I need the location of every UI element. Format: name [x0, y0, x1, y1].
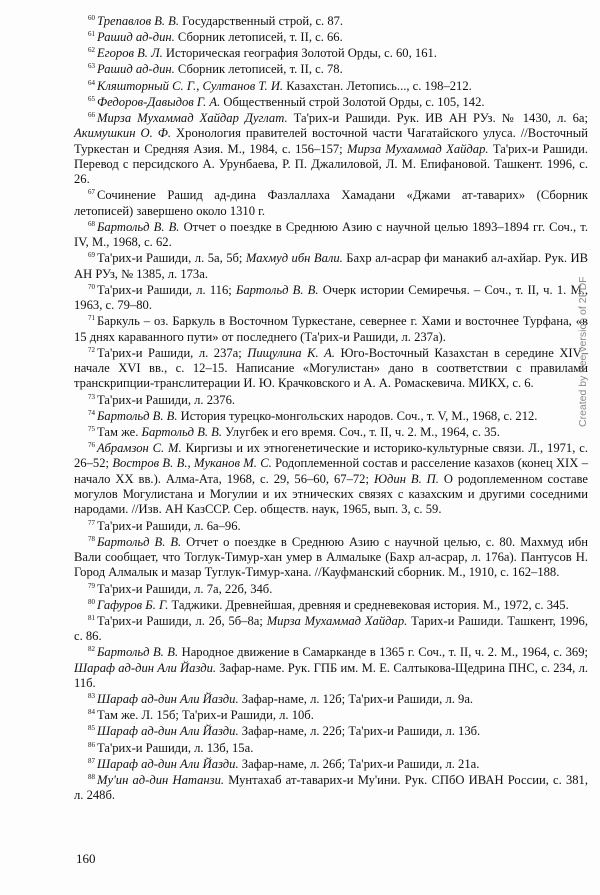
footnote-87 — [74, 757, 588, 772]
footnote-author: Мирза Мухаммад Хайдар Дуглат. — [97, 110, 288, 125]
footnote-text: Баркуль – оз. Баркуль в Восточном Туркестане, севернее г. Хами и восточнее Турфана, «в 15 днях караванного пути» от последнего (Та'рих-и Рашиди, л. 237а). — [74, 314, 588, 344]
footnote-author: Федоров-Давыдов Г. А. — [97, 94, 221, 109]
footnote-84 — [74, 708, 588, 723]
footnote-number: 81 — [88, 613, 95, 622]
footnote-author: Акимушкин О. Ф. — [74, 126, 172, 141]
footnote-73 — [74, 393, 588, 408]
watermark-text: Created by free version of 2PDF — [577, 276, 589, 428]
footnote-text: Народное движение в Самарканде в 1365 г. Соч., т. II, ч. 2. М., 1964, с. 369; — [178, 645, 588, 660]
footnote-71 — [74, 314, 588, 345]
footnote-number: 88 — [88, 772, 95, 781]
footnote-text: История турецко-монгольских народов. Соч., т. V, М., 1968, с. 212. — [177, 408, 538, 423]
footnote-69 — [74, 251, 588, 282]
footnote-65 — [74, 95, 588, 110]
footnote-text: Киргизы и их этногенетические и историко-культурные связи. Л., 1971, с. 26–52; — [74, 441, 588, 471]
footnote-author: Трепавлов В. В. — [97, 14, 180, 28]
footnote-text: Та'рих-и Рашиди, л. 5а, 5б; — [97, 251, 246, 266]
footnote-77 — [74, 519, 588, 534]
footnote-number: 64 — [88, 78, 95, 87]
footnote-author: Егоров В. Л. — [97, 46, 163, 61]
footnote-text: Та'рих-и Рашиди, л. 6а–96. — [97, 518, 241, 533]
footnote-author: Пищулина К. А. — [247, 345, 335, 360]
footnote-text: Зафар-наме, л. 22б; Та'рих-и Рашиди, л. 13б. — [238, 724, 481, 739]
footnote-text: Улугбек и его время. Соч., т. II, ч. 2. М., 1964, с. 35. — [222, 424, 500, 439]
footnote-author: Рашид ад-дин. — [97, 30, 175, 45]
footnote-text: Сборник летописей, т. II, с. 66. — [174, 30, 343, 45]
footnote-text: Тарих-и Рашиди. Ташкент, 1996, с. 86. — [74, 613, 589, 644]
footnote-number: 70 — [88, 282, 95, 291]
footnote-text: Та'рих-и Рашиди. Перевод с персидского А. Урунбаева, Р. П. Джалиловой, Л. М. Епифановой. Ташкент. 1996, с. 26. — [74, 141, 588, 187]
footnote-author: Шараф ад-дин Али Йазди. — [97, 724, 239, 739]
footnote-author: Мирза Мухаммад Хайдар. — [346, 141, 489, 156]
footnote-number: 84 — [88, 708, 95, 717]
footnote-text: Зафар-наме, л. 26б; Та'рих-и Рашиди, л. 21а. — [238, 756, 480, 771]
footnote-text: Та'рих-и Рашиди, л. 7а, 22б, 34б. — [97, 581, 273, 596]
footnotes-block — [74, 14, 588, 804]
footnote-number: 66 — [88, 110, 95, 119]
footnote-text: Та'рих-и Рашиди. Рук. ИВ АН РУз. № 1430, л. 6а; — [287, 110, 588, 125]
footnote-text: Та'рих-и Рашиди, л. 116; — [97, 282, 236, 297]
footnote-text: Казахстан. Летопись..., с. 198–212. — [283, 78, 472, 93]
footnote-number: 82 — [88, 645, 95, 654]
footnote-text: Та'рих-и Рашиди, л. 2376. — [97, 392, 236, 407]
footnote-author: Шараф ад-дин Али Йазди. — [74, 660, 217, 675]
footnote-61 — [74, 30, 588, 45]
footnote-author: Махмуд ибн Вали. — [245, 251, 343, 266]
footnote-text: Таджики. Древнейшая, древняя и средневековая история. М., 1972, с. 345. — [168, 597, 569, 612]
footnote-text: Историческая география Золотой Орды, с. 60, 161. — [162, 46, 437, 61]
footnote-number: 74 — [88, 408, 95, 417]
footnote-86 — [74, 741, 588, 756]
footnote-number: 60 — [88, 14, 95, 22]
footnote-78 — [74, 535, 588, 581]
footnote-number: 75 — [88, 424, 95, 433]
footnote-author: Бартольд В. В. — [97, 645, 179, 660]
footnote-text: Хронология правителей восточной части Чагатайского улуса. //Восточный Туркестан и Средняя Азия. М., 1984, с. 156–157; — [74, 126, 588, 156]
footnote-82 — [74, 645, 588, 691]
footnote-text: Та'рих-и Рашиди, л. 13б, 15а. — [97, 740, 254, 755]
footnote-number: 87 — [88, 756, 95, 765]
footnote-author: Бартольд В. В. — [97, 534, 182, 549]
footnote-64 — [74, 79, 588, 94]
footnote-number: 85 — [88, 724, 95, 733]
footnote-text: Бахр ал-асрар фи манакиб ал-ахйар. Рук. ИВ АН РУз, № 1385, л. 173а. — [74, 251, 588, 281]
footnote-number: 83 — [88, 692, 95, 701]
footnote-number: 63 — [88, 62, 95, 71]
footnote-80 — [74, 598, 588, 613]
footnote-author: Бартольд В. В. — [97, 408, 178, 423]
footnote-75 — [74, 425, 588, 440]
footnote-text: Очерк истории Семиречья. – Соч., т. II, ч. 1. М., 1963, с. 79–80. — [74, 282, 588, 313]
footnote-number: 76 — [88, 441, 95, 450]
footnote-number: 86 — [88, 740, 95, 749]
footnote-88 — [74, 773, 588, 804]
footnote-number: 62 — [88, 46, 95, 55]
footnote-72 — [74, 346, 588, 392]
footnote-number: 80 — [88, 597, 95, 606]
footnote-author: Юдин В. П. — [373, 471, 439, 486]
page-number: 160 — [76, 851, 96, 866]
footnote-83 — [74, 692, 588, 707]
footnote-author: Абрамзон С. М. — [97, 441, 182, 456]
footnote-author: Шараф ад-дин Али Йазди. — [97, 756, 239, 771]
footnote-85 — [74, 724, 588, 739]
footnote-67 — [74, 188, 588, 219]
footnote-text: Та'рих-и Рашиди, л. 2б, 5б–8а; — [97, 613, 267, 628]
footnote-author: Гафуров Б. Г. — [97, 597, 169, 612]
footnote-text: Та'рих-и Рашиди, л. 237а; — [97, 345, 248, 360]
footnote-66 — [74, 111, 588, 188]
footnote-number: 61 — [88, 30, 95, 39]
footnote-text: Сочинение Рашид ад-дина Фазлаллаха Хамадани «Джами ат-таварих» (Сборник летописей) завершено около 1310 г. — [74, 188, 588, 218]
footnote-number: 73 — [88, 392, 95, 401]
footnote-text: Там же. — [97, 424, 142, 439]
footnote-text: Юго-Восточный Казахстан в середине XIV– начале XVI вв., с. 12–15. Написание «Могулистан» дано в соответствии с правилами транскрипции-транслитерации И. Ю. Крачковского и А. А. Ромаскевича. МИКХ, с. 6. — [74, 345, 588, 391]
footnote-number: 79 — [88, 581, 95, 590]
footnote-number: 71 — [88, 314, 95, 323]
footnote-author: Кляшторный С. Г., Султанов Т. И. — [97, 78, 284, 93]
footnote-text: Государственный строй, с. 87. — [179, 14, 344, 28]
footnote-text: О родоплеменном составе могулов Могулистана и Могулии и их этнических связях с казахским и другими соседними народами. //Изв. АН КазССР. Сер. обществ. наук, 1965, вып. 3, с. 59. — [74, 471, 589, 517]
footnote-author: Востров В. В., Муканов М. С. — [112, 456, 272, 471]
footnote-author: Мирза Мухаммад Хайдар. — [266, 613, 408, 628]
footnote-text: Там же. Л. 15б; Та'рих-и Рашиди, л. 10б. — [97, 708, 314, 723]
footnote-number: 67 — [88, 188, 95, 197]
footnote-text: Мунтахаб ат-таварих-и Му'ини. Рук. СПбО ИВАН России, с. 381, л. 248б. — [74, 772, 588, 803]
footnote-author: Рашид ад-дин. — [97, 62, 175, 77]
footnote-number: 69 — [88, 251, 95, 260]
footnote-text: Зафар-наме. Рук. ГПБ им. М. Е. Салтыкова-Щедрина ПНС, с. 234, л. 11б. — [74, 660, 588, 690]
footnote-number: 78 — [88, 534, 95, 543]
footnote-60 — [74, 14, 588, 29]
footnote-text: Зафар-наме, л. 12б; Та'рих-и Рашиди, л. 9а. — [238, 692, 474, 707]
footnote-70 — [74, 283, 588, 314]
footnote-author: Бартольд В. В. — [97, 219, 180, 234]
footnote-number: 65 — [88, 94, 95, 103]
footnote-author: Бартольд В. В. — [141, 424, 223, 439]
footnote-text: Отчет о поездке в Среднюю Азию с научной целью, с. 80. Махмуд ибн Вали сообщает, что Тоглук-Тимур-хан умер в Алмалыке (Бахр ал-асрар, л. 176а). Пантусов Н. Город Алмалык и мазар Туглук-Тимур-хана. //Кауфманский сборник. М., 1910, с. 162–188. — [74, 534, 588, 580]
footnote-63 — [74, 62, 588, 77]
footnote-text: Сборник летописей, т. II, с. 78. — [174, 62, 343, 77]
footnote-81 — [74, 614, 588, 645]
footnote-number: 68 — [88, 219, 95, 228]
footnote-text: Общественный строй Золотой Орды, с. 105, 142. — [220, 94, 485, 109]
footnote-text: Отчет о поездке в Среднюю Азию с научной целью 1893–1894 гг. Соч., т. IV, М., 1968, с. 62. — [74, 219, 589, 250]
footnote-author: Бартольд В. В. — [235, 282, 319, 297]
footnote-number: 72 — [88, 345, 95, 354]
footnote-74 — [74, 409, 588, 424]
footnote-number: 77 — [88, 518, 95, 527]
footnote-author: Шараф ад-дин Али Йазди. — [97, 692, 239, 707]
footnote-62 — [74, 46, 588, 61]
footnote-76 — [74, 441, 588, 518]
footnote-text: Родоплеменной состав и расселение казахов (конец XIX – начало XX вв.). Алма-Ата, 1968, с. 29, 56–60, 67–72; — [74, 456, 588, 486]
footnote-68 — [74, 220, 588, 251]
footnote-79 — [74, 582, 588, 597]
footnote-author: Му'ин ад-дин Натанзи. — [97, 772, 225, 787]
